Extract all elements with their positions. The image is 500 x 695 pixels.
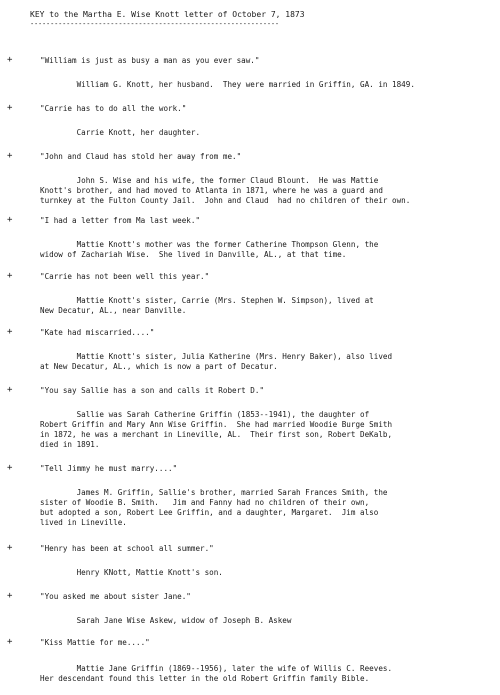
entry-text-line: sister of Woodie B. Smith. Jim and Fanny had no children of their own, [40,498,370,507]
entry-quote: "I had a letter from Ma last week." [40,216,201,225]
entry-quote: "John and Claud has stold her away from me." [40,152,242,161]
entry-quote: "You asked me about sister Jane." [40,592,191,601]
entry-quote: "Carrie has not been well this year." [40,272,210,281]
entry-text-line: died in 1891. [40,440,100,449]
plus-marker: + [7,543,13,553]
entry-text-line: Sarah Jane Wise Askew, widow of Joseph B. Askew [40,616,292,625]
entry-text-line: Mattie Knott's sister, Julia Katherine (Mrs. Henry Baker), also lived [40,352,393,361]
entry-text-line: Henry KNott, Mattie Knott's son. [40,568,223,577]
plus-marker: + [7,103,13,113]
document-title: KEY to the Martha E. Wise Knott letter of October 7, 1873 [30,10,305,19]
plus-marker: + [7,271,13,281]
entry-quote: "William is just as busy a man as you ever saw." [40,56,260,65]
entry-text-line: Knott's brother, and had moved to Atlanta in 1871, where he was a guard and [40,186,383,195]
entry-text-line: turnkey at the Fulton County Jail. John and Claud had no children of their own. [40,196,411,205]
entry-text-line: widow of Zachariah Wise. She lived in Danville, AL., at that time. [40,250,347,259]
plus-marker: + [7,591,13,601]
entry-text-line: Sallie was Sarah Catherine Griffin (1853--1941), the daughter of [40,410,370,419]
entry-quote: "Tell Jimmy he must marry...." [40,464,178,473]
entry-text-line: at New Decatur, AL., which is now a part of Decatur. [40,362,278,371]
entry-quote: "Carrie has to do all the work." [40,104,187,113]
entry-quote: "Henry has been at school all summer." [40,544,214,553]
entry-text-line: Carrie Knott, her daughter. [40,128,201,137]
entry-text-line: but adopted a son, Robert Lee Griffin, and a daughter, Margaret. Jim also [40,508,379,517]
entry-text-line: Her descendant found this letter in the old Robert Griffin family Bible. [40,674,370,683]
entry-text-line: in 1872, he was a merchant in Lineville, AL. Their first son, Robert DeKalb, [40,430,393,439]
title-underline: -------------------------------------------------------------- [30,20,279,28]
plus-marker: + [7,215,13,225]
entry-quote: "You say Sallie has a son and calls it Robert D." [40,386,265,395]
plus-marker: + [7,327,13,337]
entry-quote: "Kate had miscarried...." [40,328,155,337]
plus-marker: + [7,463,13,473]
entry-text-line: Robert Griffin and Mary Ann Wise Griffin. She had married Woodie Burge Smith [40,420,393,429]
entry-text-line: James M. Griffin, Sallie's brother, married Sarah Frances Smith, the [40,488,388,497]
entry-text-line: Mattie Knott's sister, Carrie (Mrs. Stephen W. Simpson), lived at [40,296,374,305]
entry-quote: "Kiss Mattie for me...." [40,638,150,647]
entry-text-line: New Decatur, AL., near Danville. [40,306,187,315]
entry-text-line: Mattie Knott's mother was the former Catherine Thompson Glenn, the [40,240,379,249]
entry-text-line: John S. Wise and his wife, the former Claud Blount. He was Mattie [40,176,379,185]
entry-text-line: lived in Lineville. [40,518,127,527]
plus-marker: + [7,385,13,395]
plus-marker: + [7,151,13,161]
plus-marker: + [7,55,13,65]
plus-marker: + [7,637,13,647]
entry-text-line: Mattie Jane Griffin (1869--1956), later the wife of Willis C. Reeves. [40,664,393,673]
entry-text-line: William G. Knott, her husband. They were married in Griffin, GA. in 1849. [40,80,415,89]
